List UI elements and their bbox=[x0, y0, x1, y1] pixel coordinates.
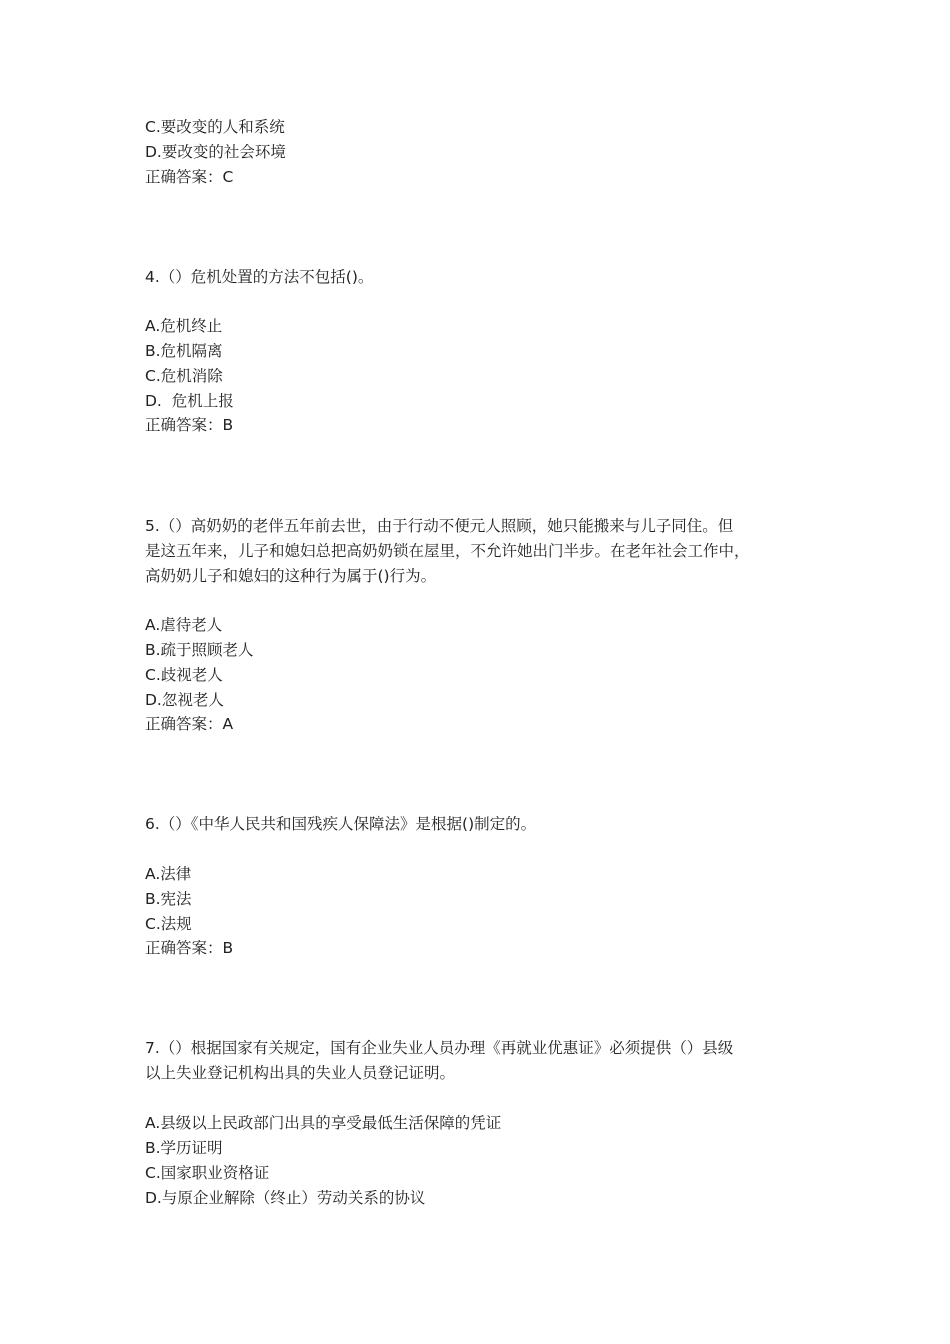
q6-answer: 正确答案：B bbox=[145, 939, 234, 957]
q7-option-d: D.与原企业解除（终止）劳动关系的协议 bbox=[145, 1189, 426, 1207]
q5-answer: 正确答案：A bbox=[145, 715, 234, 733]
q5-option-a: A.虐待老人 bbox=[145, 616, 223, 634]
q3-answer: 正确答案：C bbox=[145, 168, 234, 186]
q4-option-c: C.危机消除 bbox=[145, 367, 223, 385]
q5-option-d: D.忽视老人 bbox=[145, 691, 224, 709]
q4-answer: 正确答案：B bbox=[145, 416, 234, 434]
q4-option-a: A.危机终止 bbox=[145, 317, 223, 335]
q7-stem-line-2: 以上失业登记机构出具的失业人员登记证明。 bbox=[145, 1064, 456, 1082]
q4-option-d: D. 危机上报 bbox=[145, 392, 234, 410]
q7-option-b: B.学历证明 bbox=[145, 1139, 223, 1157]
q5-option-b: B.疏于照顾老人 bbox=[145, 641, 254, 659]
q7-option-a: A.县级以上民政部门出具的享受最低生活保障的凭证 bbox=[145, 1114, 502, 1132]
q7-option-c: C.国家职业资格证 bbox=[145, 1164, 270, 1182]
q6-option-c: C.法规 bbox=[145, 915, 192, 933]
q3-option-d: D.要改变的社会环境 bbox=[145, 143, 286, 161]
q7-stem-line-1: 7.（）根据国家有关规定，国有企业失业人员办理《再就业优惠证》必须提供（）县级 bbox=[145, 1039, 734, 1057]
q4-stem: 4.（）危机处置的方法不包括()。 bbox=[145, 268, 374, 286]
q6-option-b: B.宪法 bbox=[145, 890, 192, 908]
q6-stem: 6.（）《中华人民共和国残疾人保障法》是根据()制定的。 bbox=[145, 815, 537, 833]
q3-option-c: C.要改变的人和系统 bbox=[145, 118, 285, 136]
q5-stem-line-2: 是这五年来，儿子和媳妇总把高奶奶锁在屋里，不允许她出门半步。在老年社会工作中， bbox=[145, 542, 750, 560]
q4-option-b: B.危机隔离 bbox=[145, 342, 223, 360]
q6-option-a: A.法律 bbox=[145, 865, 192, 883]
q5-stem-line-3: 高奶奶儿子和媳妇的这种行为属于()行为。 bbox=[145, 567, 437, 585]
q5-option-c: C.歧视老人 bbox=[145, 666, 223, 684]
q5-stem-line-1: 5.（）高奶奶的老伴五年前去世，由于行动不便元人照顾，她只能搬来与儿子同住。但 bbox=[145, 517, 734, 535]
